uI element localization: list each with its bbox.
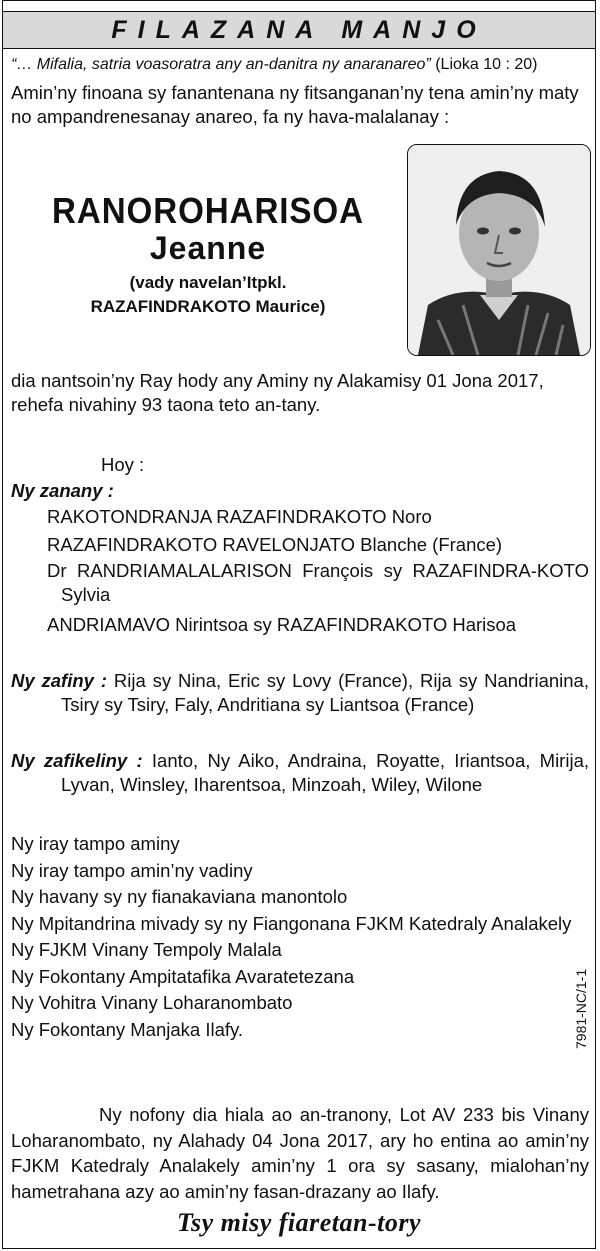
deceased-firstname: Jeanne — [149, 230, 267, 266]
portrait-illustration — [408, 145, 590, 355]
mourner-entry: Ny Fokontany Manjaka Ilafy. — [11, 1018, 244, 1040]
child-entry: ANDRIAMAVO Nirintsoa sy RAZAFINDRAKOTO Harisoa — [47, 614, 517, 635]
previous-notice-edge — [3, 1, 595, 9]
notice-title: FILAZANA MANJO — [111, 15, 487, 44]
great-grandchildren-label: Ny zafikeliny : — [11, 750, 143, 771]
quote-reference: (Lioka 10 : 20) — [435, 56, 538, 73]
mourner-entry: Ny Vohitra Vinany Loharanombato — [11, 992, 293, 1013]
child-entry: RAKOTONDRANJA RAZAFINDRAKOTO Noro — [47, 506, 432, 527]
grandchildren-names: Rija sy Nina, Eric sy Lovy (France), Rija sy Nandrianina, Tsiry sy Tsiry, Faly, Andritiana sy Liantsoa (France) — [61, 670, 589, 715]
intro-paragraph: Amin’ny finoana sy fanantenana ny fitsanganan’ny tena amin’ny maty no ampandrenesanay anareo, fa ny hava-malalanay : — [11, 82, 579, 127]
great-grandchildren-names: Ianto, Ny Aiko, Andraina, Royatte, Iriantsoa, Mirija, Lyvan, Winsley, Iharentsoa, Minzoah, Wiley, Wilone — [61, 750, 589, 795]
grandchildren-label: Ny zafiny : — [11, 670, 107, 691]
deceased-surname: RANOROHARISOA — [52, 190, 364, 231]
mourner-entry: Ny Fokontany Ampitatafika Avaratetezana — [11, 965, 355, 987]
deceased-photo — [407, 144, 591, 356]
hoy-label: Hoy : — [101, 454, 145, 475]
mourner-entry: Ny havany sy ny fianakaviana manontolo — [11, 886, 348, 907]
children-label: Ny zanany : — [11, 480, 114, 501]
reference-code: 7981-NC/1-1 — [573, 968, 589, 1049]
notice-frame — [2, 0, 596, 1249]
mourner-entry: Ny iray tampo amin’ny vadiny — [11, 859, 253, 881]
other-mourners-list — [11, 831, 572, 1043]
bible-quote — [11, 54, 589, 76]
footer-motto: Tsy misy fiaretan-tory — [176, 1208, 422, 1237]
quote-text: “… Mifalia, satria voasoratra any an-danitra ny anaranareo” — [11, 56, 431, 73]
deceased-name-block — [3, 191, 413, 319]
child-entry: Dr RANDRIAMALALARISON François sy RAZAFINDRA-KOTO Sylvia — [47, 560, 589, 605]
child-entry: RAZAFINDRAKOTO RAVELONJATO Blanche (France) — [47, 534, 503, 555]
spouse-line-1: (vady navelan’Itpkl. — [129, 273, 287, 292]
spouse-line-2: RAZAFINDRAKOTO Maurice) — [90, 297, 326, 316]
death-announcement: dia nantsoin’ny Ray hody any Aminy ny Alakamisy 01 Jona 2017, rehefa nivahiny 93 taona teto an-tany. — [11, 370, 544, 415]
mourner-entry: Ny Mpitandrina mivady sy ny Fiangonana FJKM Katedraly Analakely — [11, 912, 572, 934]
header-band — [3, 11, 595, 49]
great-grandchildren-section — [11, 749, 589, 797]
mourner-entry: Ny FJKM Vinany Tempoly Malala — [11, 939, 282, 960]
grandchildren-section — [11, 669, 589, 717]
mourner-entry: Ny iray tampo aminy — [11, 833, 180, 854]
funeral-notice: Ny nofony dia hiala ao an-tranony, Lot AV 233 bis Vinany Loharanombato, ny Alahady 04 Jona 2017, ary ho entina ao amin’ny FJKM Katedraly Analakely amin’ny 1 ora sy sasany, mialohan’ny hametrahana azy ao amin’ny fasan-drazany ao Ilafy. — [11, 1104, 589, 1202]
